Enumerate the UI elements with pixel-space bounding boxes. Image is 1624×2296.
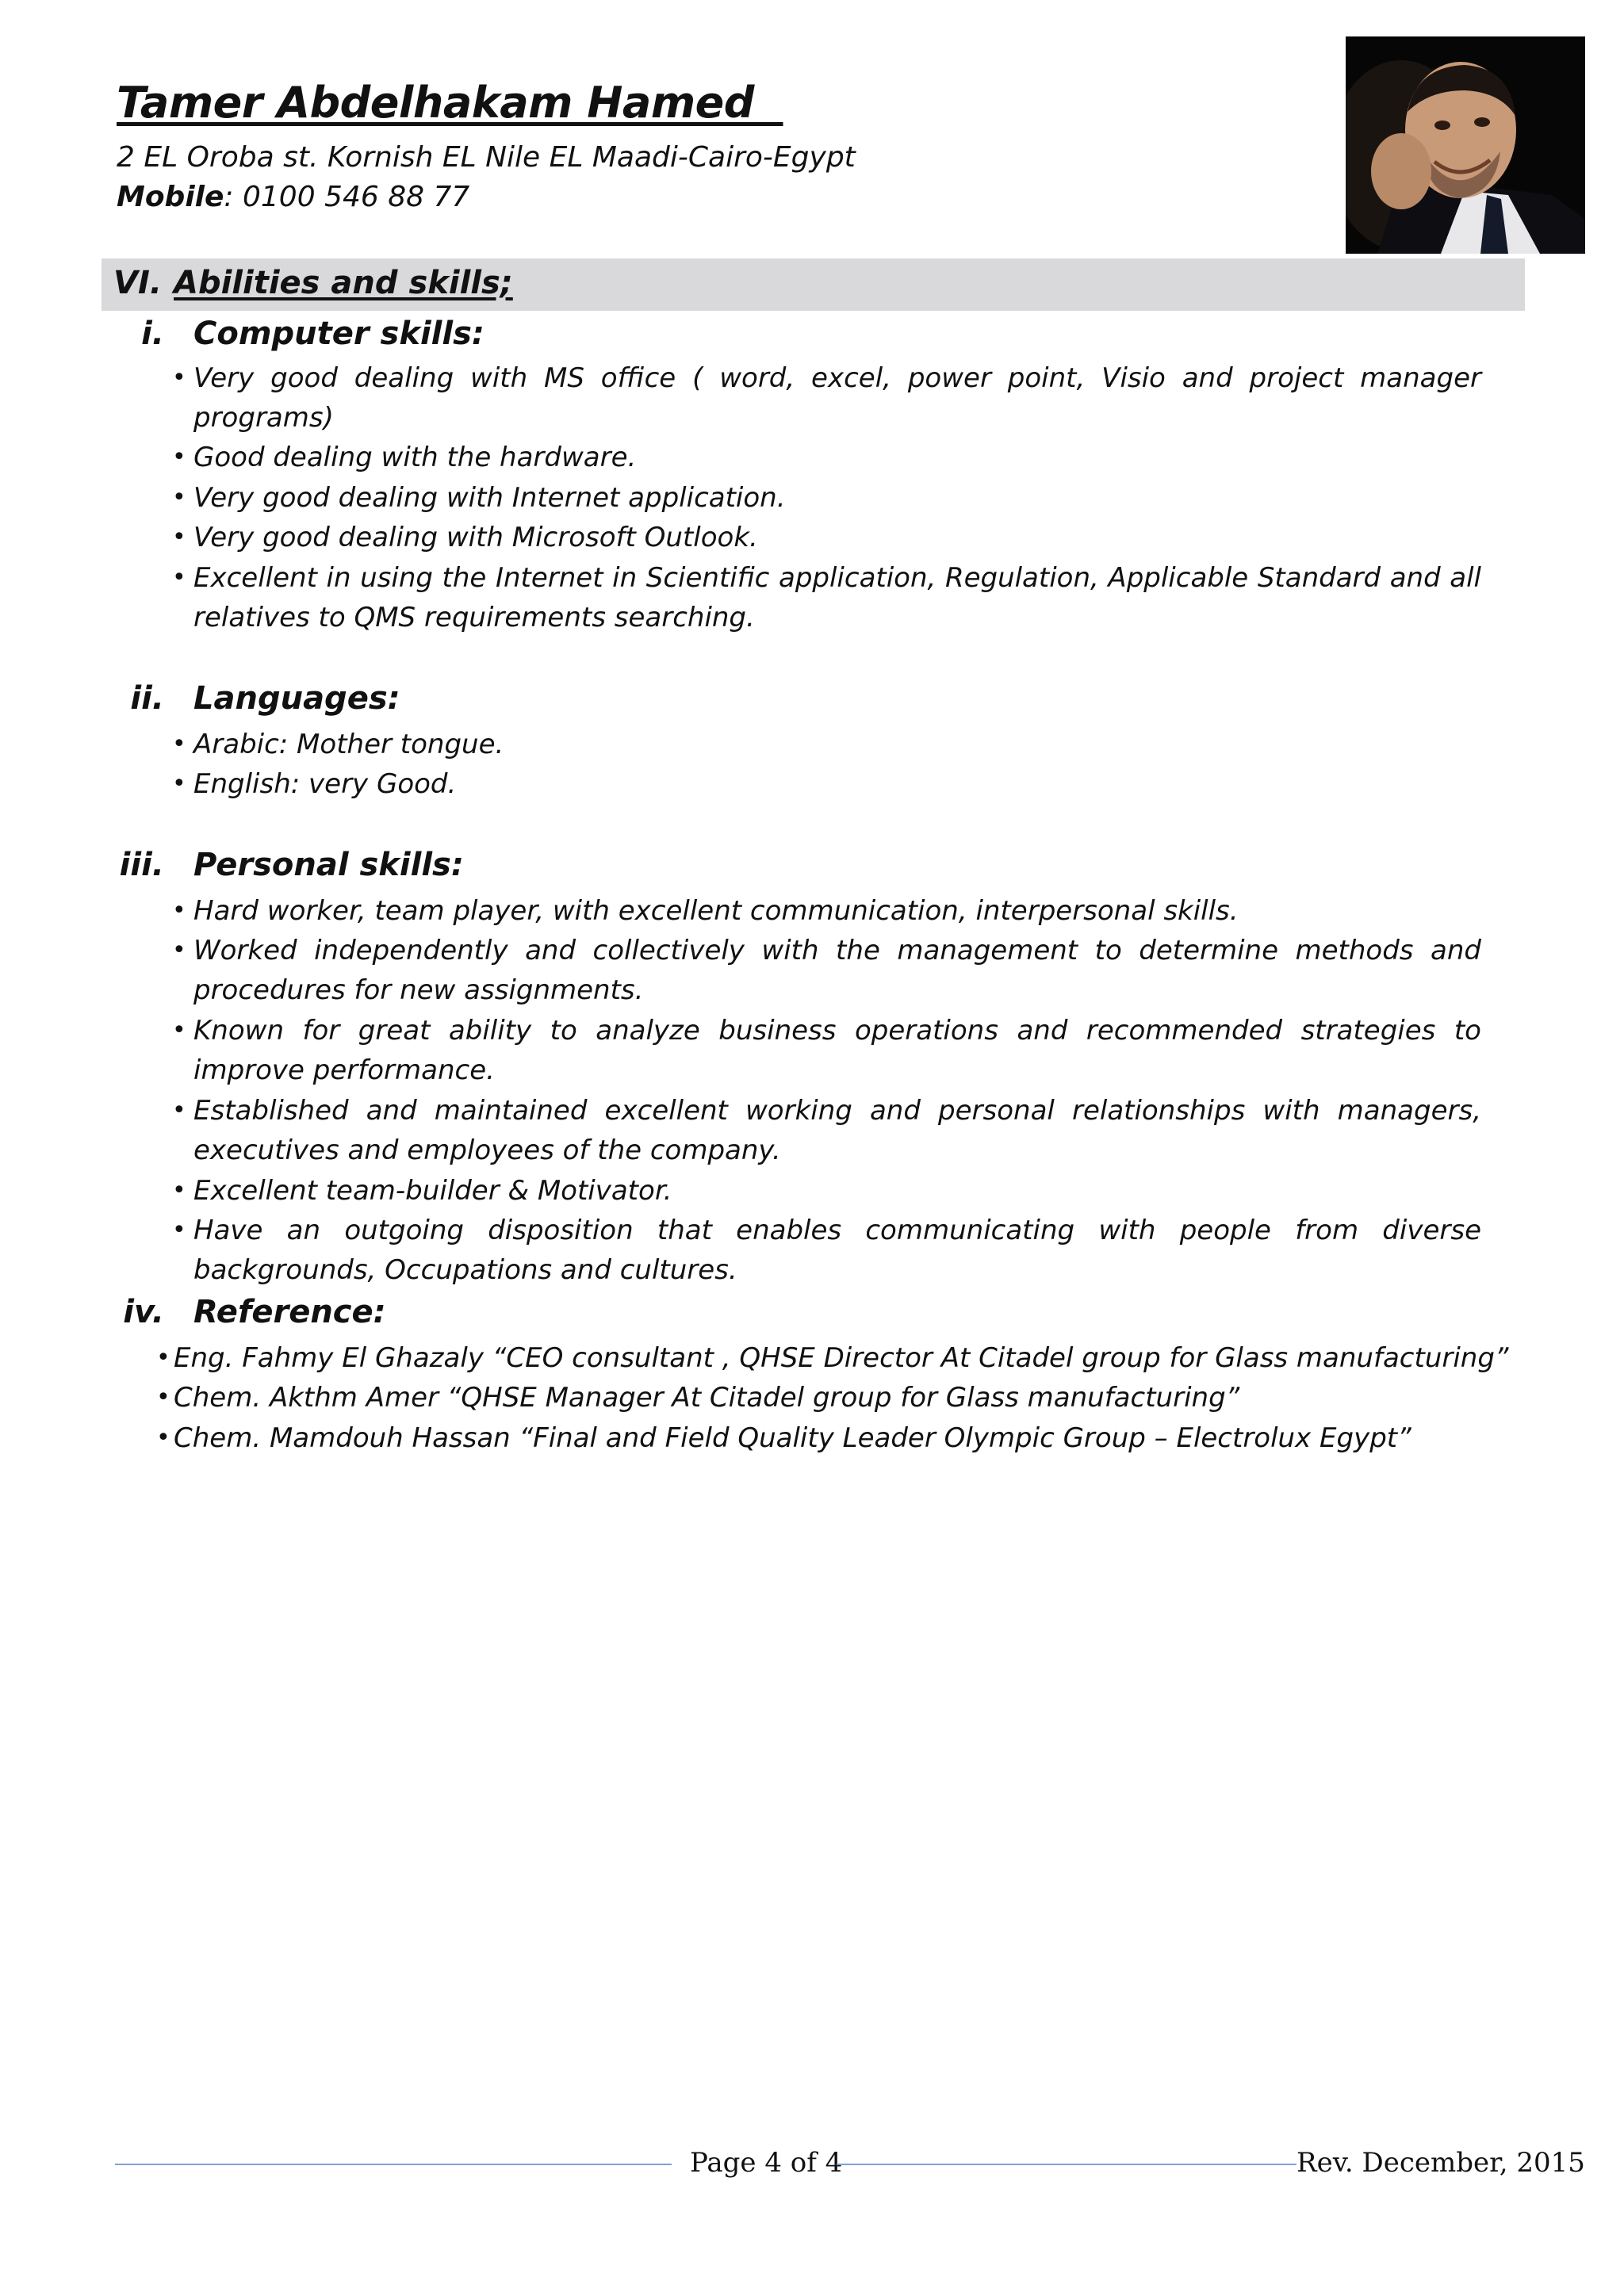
subsection-number: i. [141,316,164,352]
subsection-number: iv. [123,1294,164,1330]
subsection-number: iii. [119,847,164,883]
address: 2 EL Oroba st. Kornish EL Nile EL Maadi-Cairo-Egypt [117,141,856,174]
bullet-icon: • [172,730,186,758]
bullet-icon: • [156,1344,170,1372]
list-item: • Known for great ability to analyze business operations and recommended strategies to improve performance. [193,1011,1481,1090]
bullet-icon: • [172,1096,186,1124]
page-number: Page 4 of 4 [690,2147,843,2179]
list-item: • Eng. Fahmy El Ghazaly “CEO consultant , QHSE Director At Citadel group for Glass manufacturing” [174,1338,1509,1378]
list-item: • Excellent in using the Internet in Scientific application, Regulation, Applicable Standard and all relatives to QMS requirements searching. [193,558,1481,637]
list-item: • Very good dealing with Microsoft Outlook. [193,518,758,557]
mobile-number: : 0100 546 88 77 [224,181,470,213]
section-number: VI. [113,265,163,301]
languages-heading [130,680,400,717]
bullet-icon: • [172,564,186,591]
portrait-illustration [1346,36,1585,254]
subsection-title: Computer skills: [193,316,485,352]
bullet-icon: • [172,770,186,798]
subsection-title: Languages: [193,680,400,717]
bullet-icon: • [172,484,186,511]
mobile-label: Mobile [117,181,224,213]
list-item: • English: very Good. [193,764,456,804]
personal-skills-heading [119,847,464,883]
list-item: • Chem. Mamdouh Hassan “Final and Field Quality Leader Olympic Group – Electrolux Egypt” [174,1418,1411,1458]
bullet-icon: • [172,523,186,551]
footer-rule-right [837,2164,1297,2165]
mobile-line [117,181,469,213]
bullet-icon: • [172,1177,186,1204]
list-item: • Have an outgoing disposition that enables communicating with people from diverse backgrounds, Occupations and cultures. [193,1211,1481,1290]
list-item: • Chem. Akthm Amer “QHSE Manager At Citadel group for Glass manufacturing” [174,1378,1239,1418]
bullet-icon: • [172,1016,186,1044]
subsection-title: Reference: [193,1294,386,1330]
bullet-icon: • [156,1424,170,1452]
bullet-icon: • [172,936,186,964]
subsection-title: Personal skills: [193,847,464,883]
footer-rule-left [115,2164,672,2165]
list-item: • Very good dealing with Internet application. [193,478,786,518]
list-item: • Established and maintained excellent working and personal relationships with managers, executives and employees of the company. [193,1091,1481,1170]
list-item: • Arabic: Mother tongue. [193,725,504,764]
profile-photo [1346,36,1585,254]
list-item: • Good dealing with the hardware. [193,438,636,477]
bullet-icon: • [172,443,186,471]
list-item: • Hard worker, team player, with excellent communication, interpersonal skills. [193,891,1239,931]
list-item: • Very good dealing with MS office ( word, excel, power point, Visio and project manager programs) [193,358,1481,438]
bullet-icon: • [156,1383,170,1411]
computer-skills-heading [141,316,485,352]
bullet-icon: • [172,1216,186,1244]
reference-heading [123,1294,386,1330]
list-item: • Excellent team-builder & Motivator. [193,1171,672,1211]
bullet-icon: • [172,364,186,392]
candidate-name: Tamer Abdelhakam Hamed [117,78,783,128]
section-title: Abilities and skills; [174,265,513,301]
revision-date: Rev. December, 2015 [1297,2147,1585,2179]
subsection-number: ii. [130,680,164,717]
list-item: • Worked independently and collectively with the management to determine methods and procedures for new assignments. [193,931,1481,1010]
bullet-icon: • [172,897,186,924]
